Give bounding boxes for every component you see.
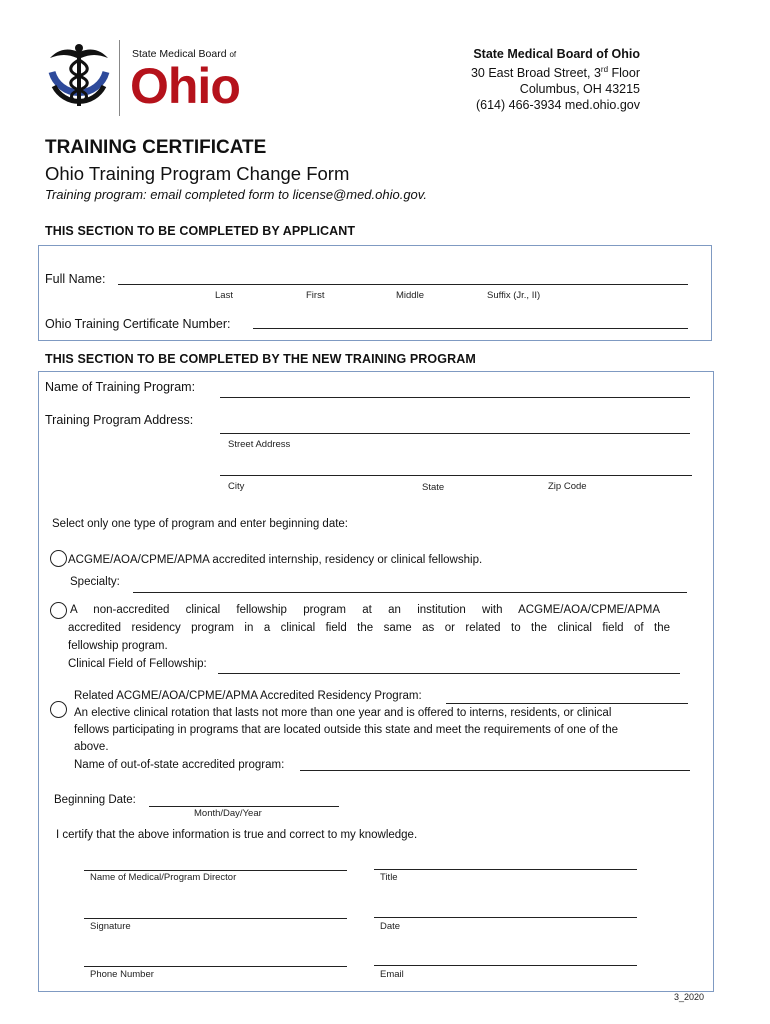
street-address-field[interactable]: [220, 433, 690, 434]
address-line-1: 30 East Broad Street, 3rd Floor: [470, 65, 640, 81]
select-instruction: Select only one type of program and enter beginning date:: [52, 518, 349, 530]
board-logo: [44, 40, 254, 118]
email-field[interactable]: [374, 965, 637, 966]
option-non-accredited-radio[interactable]: [50, 602, 67, 619]
program-address-label: Training Program Address:: [45, 413, 194, 427]
director-name-caption: Name of Medical/Program Director: [90, 872, 237, 883]
option-non-accredited-line-3: fellowship program.: [68, 640, 168, 652]
option-non-accredited-line-1: A non-accredited clinical fellowship program at an institution with ACGME/AOA/CPME/APMA: [70, 604, 660, 616]
certify-statement: I certify that the above information is true and correct to my knowledge.: [56, 829, 418, 841]
full-name-field[interactable]: [118, 284, 688, 285]
phone-field[interactable]: [84, 966, 347, 967]
program-section-box: [38, 371, 714, 992]
beginning-date-field[interactable]: [149, 806, 339, 807]
specialty-label: Specialty:: [70, 576, 120, 588]
applicant-section-heading: THIS SECTION TO BE COMPLETED BY APPLICANT: [45, 224, 356, 238]
title-field[interactable]: [374, 869, 637, 870]
cert-number-field[interactable]: [253, 328, 688, 329]
name-part-middle: Middle: [396, 290, 424, 301]
name-part-last: Last: [215, 290, 233, 301]
email-caption: Email: [380, 969, 404, 980]
clinical-field-label: Clinical Field of Fellowship:: [68, 658, 207, 670]
related-residency-label: Related ACGME/AOA/CPME/APMA Accredited Residency Program:: [74, 690, 422, 702]
board-address-block: [471, 46, 640, 113]
form-code: 3_2020: [674, 992, 705, 1002]
option-accredited-radio[interactable]: [50, 550, 67, 567]
director-name-field[interactable]: [84, 870, 347, 871]
caduceus-seal-icon: [44, 42, 114, 116]
address-line-2: Columbus, OH 43215: [519, 82, 640, 97]
address-line-3: (614) 466-3934 med.ohio.gov: [475, 98, 640, 113]
city-state-zip-field[interactable]: [220, 475, 692, 476]
option-non-accredited-line-2: accredited residency program in a clinical field the same as or related to the clinical field of the: [68, 622, 670, 634]
signature-field[interactable]: [84, 918, 347, 919]
logo-divider: [119, 40, 120, 116]
logo-small-text: State Medical Board: [132, 48, 227, 60]
option-accredited-text: ACGME/AOA/CPME/APMA accredited internship, residency or clinical fellowship.: [68, 554, 483, 566]
out-of-state-label: Name of out-of-state accredited program:: [74, 759, 285, 771]
city-caption: City: [228, 481, 245, 492]
date-field[interactable]: [374, 917, 637, 918]
street-address-caption: Street Address: [228, 439, 291, 450]
option-elective-line-1: An elective clinical rotation that lasts not more than one year and is offered to interns, residents, or clinical: [74, 707, 612, 719]
full-name-label: Full Name:: [45, 272, 106, 286]
logo-of-text: of: [229, 50, 237, 59]
zip-caption: Zip Code: [548, 481, 587, 492]
program-name-field[interactable]: [220, 397, 690, 398]
program-section-heading: THIS SECTION TO BE COMPLETED BY THE NEW TRAINING PROGRAM: [45, 352, 476, 366]
program-name-label: Name of Training Program:: [45, 380, 196, 394]
logo-ohio-text: Ohio: [130, 58, 240, 114]
email-instruction: Training program: email completed form to license@med.ohio.gov.: [45, 187, 427, 202]
org-name: State Medical Board of Ohio: [473, 47, 640, 61]
option-elective-line-3: above.: [74, 741, 109, 753]
option-elective-line-2: fellows participating in programs that are located outside this state and meet the requirements of one of the: [74, 724, 619, 736]
form-subtitle: Ohio Training Program Change Form: [45, 163, 350, 184]
title-caption: Title: [380, 872, 398, 883]
signature-caption: Signature: [90, 921, 131, 932]
specialty-field[interactable]: [133, 592, 687, 593]
date-caption: Date: [380, 921, 401, 932]
name-part-suffix: Suffix (Jr., II): [487, 290, 541, 301]
out-of-state-field[interactable]: [300, 770, 690, 771]
related-residency-field[interactable]: [446, 703, 688, 704]
state-caption: State: [422, 482, 445, 493]
name-part-first: First: [306, 290, 325, 301]
clinical-field-input[interactable]: [218, 673, 680, 674]
date-format-caption: Month/Day/Year: [194, 808, 262, 819]
beginning-date-label: Beginning Date:: [54, 794, 136, 806]
cert-number-label: Ohio Training Certificate Number:: [45, 317, 231, 331]
form-title: TRAINING CERTIFICATE: [45, 137, 267, 158]
phone-caption: Phone Number: [90, 969, 154, 980]
option-elective-radio[interactable]: [50, 701, 67, 718]
